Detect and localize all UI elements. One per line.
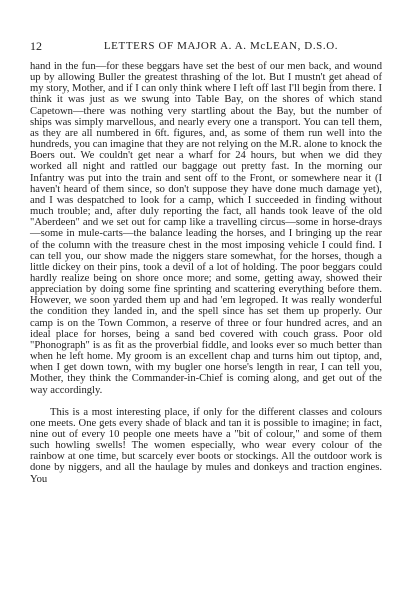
paragraph-1: hand in the fun—for these beggars have set the best of our men back, and wound up by allowing Buller the greatest thrashing of the lot. But I mustn't get ahead of my story, Mother, and if I can only think where I left off last I'll begin from there. I think it was just as we swung into Table Bay, on the shores of which stand Capetown—there was nothing very startling about the Bay, but the number of ships was simply marvellous, and nearly every one a transport. You can tell them, as they are all numbered in 6ft. figures, and, as some of them run well into the hundreds, you can imagine that they are not relying on the M.R. alone to knock the Boers out. We couldn't get near a wharf for 24 hours, but when we did they worked all night and rattled our baggage out pretty fast. In the morning our Infantry was put into the train and sent off to the Front, or somewhere near it (I haven't heard of them since, so don't suppose they have done much damage yet), and I was despatched to look for a camp, which I succeeded in finding without much trouble; and, after duly reporting the fact, all hands took leave of the old "Aberdeen" and we set out for camp like a travelling circus—some in horse-drays—some in mule-carts—the balance leading the horses, and I bringing up the rear of the column with the treasure chest in the most imposing vehicle I could find. I can tell you, our show made the niggers stare somewhat, for the horses, though a little dickey on their pins, took a devil of a lot of holding. The poor beggars could hardly realize being on shore once more; and some, getting away, showed their appreciation by doing some fine sprinting and scattering everything before them. However, we soon yarded them up and had 'em legroped. It was really wonderful the condition they landed in, and the spell since has set them up properly. Our camp is on the Town Common, a reserve of three or four hundred acres, and an ideal place for horses, being a sand bed covered with couch grass. Poor old "Phonograph" is as fit as the proverbial fiddle, and looks ever so much better than when he left home. My groom is an excellent chap and turns him out tiptop, and, when I get down town, with my bugler one horse's length in rear, I can tell you, Mother, they think the Commander-in-Chief is coming along, and get out of the way accordingly. — [30, 61, 382, 396]
paragraph-2: This is a most interesting place, if only for the different classes and colours one meets. One gets every shade of black and tan it is possible to imagine; in fact, nine out of every 10 people one meets have a "bit of colour," and some of them such howling swells! The women especially, who wear every colour of the rainbow at one time, but scarcely ever boots or stockings. All the outdoor work is done by niggers, and all the haulage by mules and donkeys and traction engines. You — [30, 406, 382, 485]
running-head — [30, 39, 382, 53]
body-text — [30, 61, 382, 485]
running-title: LETTERS OF MAJOR A. A. McLEAN, D.S.O. — [103, 40, 339, 52]
page-number: 12 — [30, 39, 42, 53]
